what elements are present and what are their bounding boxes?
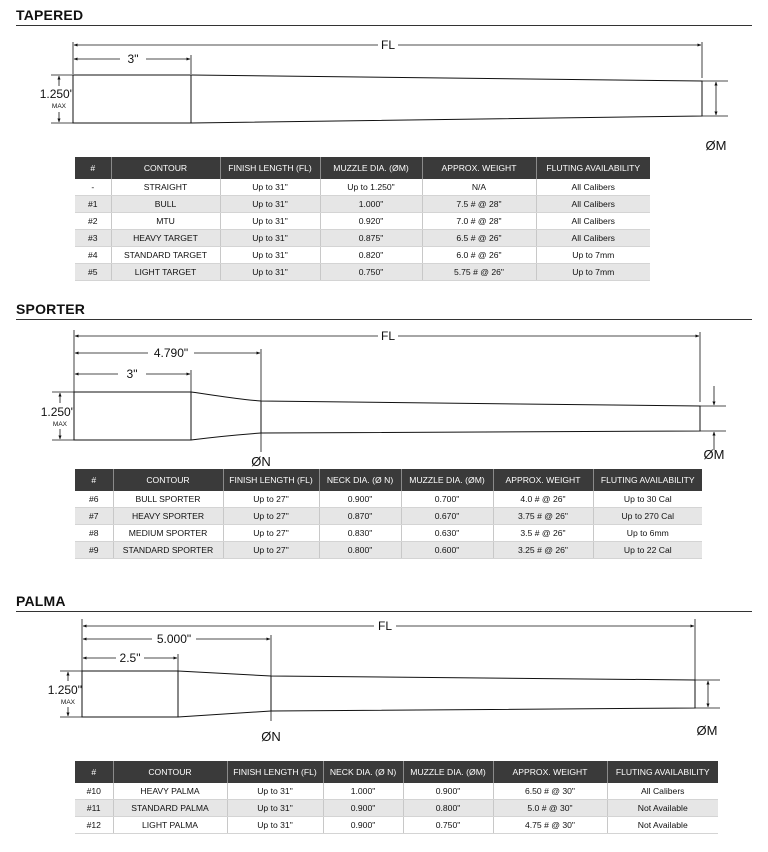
table-row	[75, 817, 718, 834]
cell-fluting: All Calibers	[607, 783, 718, 800]
cell-finish-length: Up to 27"	[223, 491, 319, 508]
col-finish-length: FINISH LENGTH (FL)	[220, 157, 320, 179]
table-row	[75, 783, 718, 800]
cell-muzzle-dia: 0.920"	[320, 213, 422, 230]
cell-contour: STANDARD PALMA	[113, 800, 227, 817]
sporter-header-row	[75, 469, 702, 491]
table-row	[75, 196, 650, 213]
cell-muzzle-dia: 0.820"	[320, 247, 422, 264]
cell-finish-length: Up to 27"	[223, 525, 319, 542]
cell-contour: HEAVY SPORTER	[113, 508, 223, 525]
cell-neck-dia: 0.870"	[319, 508, 401, 525]
cell-fluting: Not Available	[607, 800, 718, 817]
cell-muzzle-dia: 0.750"	[320, 264, 422, 281]
cell-finish-length: Up to 31"	[220, 213, 320, 230]
sporter-spec-table	[75, 469, 702, 559]
cell-approx-weight: 6.0 # @ 26"	[422, 247, 536, 264]
sporter-shank-label: 3"	[126, 367, 138, 381]
cell-contour: MEDIUM SPORTER	[113, 525, 223, 542]
col-neck-dia: NECK DIA. (Ø N)	[323, 761, 403, 783]
tapered-max-label: MAX	[51, 103, 66, 110]
cell-muzzle-dia: 0.800"	[403, 800, 493, 817]
cell-finish-length: Up to 31"	[220, 179, 320, 196]
col-contour: CONTOUR	[113, 761, 227, 783]
table-row	[75, 542, 702, 559]
cell-contour: HEAVY TARGET	[111, 230, 220, 247]
cell-muzzle-dia: 0.900"	[403, 783, 493, 800]
cell-approx-weight: 7.5 # @ 28"	[422, 196, 536, 213]
tapered-shank-label: 3"	[127, 52, 139, 66]
sporter-section-title: SPORTER	[16, 301, 86, 317]
cell-finish-length: Up to 31"	[227, 817, 323, 834]
cell-approx-weight: 4.0 # @ 26"	[493, 491, 593, 508]
cell-number: #2	[75, 213, 111, 230]
cell-contour: HEAVY PALMA	[113, 783, 227, 800]
palma-max-label: MAX	[60, 699, 75, 706]
table-row	[75, 179, 650, 196]
cell-fluting: Up to 270 Cal	[593, 508, 702, 525]
sporter-n-label: ØN	[251, 454, 271, 469]
palma-dia-label: 1.250"	[47, 683, 82, 697]
cell-contour: STANDARD TARGET	[111, 247, 220, 264]
cell-approx-weight: 5.75 # @ 26"	[422, 264, 536, 281]
cell-fluting: Up to 7mm	[536, 264, 650, 281]
tapered-barrel-diagram	[0, 30, 768, 155]
cell-number: #5	[75, 264, 111, 281]
col-neck-dia: NECK DIA. (Ø N)	[319, 469, 401, 491]
col-fluting: FLUTING AVAILABILITY	[536, 157, 650, 179]
cell-finish-length: Up to 31"	[227, 800, 323, 817]
sporter-barrel-diagram	[0, 322, 768, 467]
table-row	[75, 491, 702, 508]
sporter-max-label: MAX	[52, 421, 67, 428]
col-muzzle-dia: MUZZLE DIA. (ØM)	[401, 469, 493, 491]
cell-number: #1	[75, 196, 111, 213]
cell-contour: STRAIGHT	[111, 179, 220, 196]
cell-neck-dia: 0.900"	[319, 491, 401, 508]
cell-number: #4	[75, 247, 111, 264]
table-row	[75, 230, 650, 247]
cell-fluting: All Calibers	[536, 230, 650, 247]
cell-muzzle-dia: 0.875"	[320, 230, 422, 247]
cell-neck-dia: 1.000"	[323, 783, 403, 800]
col-contour: CONTOUR	[111, 157, 220, 179]
cell-finish-length: Up to 31"	[220, 264, 320, 281]
sporter-fl-label: FL	[380, 329, 396, 343]
col-fluting: FLUTING AVAILABILITY	[593, 469, 702, 491]
cell-approx-weight: 6.50 # @ 30"	[493, 783, 607, 800]
tapered-m-label: ØM	[705, 138, 727, 153]
cell-muzzle-dia: 0.670"	[401, 508, 493, 525]
cell-finish-length: Up to 31"	[227, 783, 323, 800]
cell-fluting: Up to 6mm	[593, 525, 702, 542]
cell-approx-weight: N/A	[422, 179, 536, 196]
cell-finish-length: Up to 27"	[223, 508, 319, 525]
cell-number: #9	[75, 542, 113, 559]
col-finish-length: FINISH LENGTH (FL)	[227, 761, 323, 783]
cell-muzzle-dia: 0.630"	[401, 525, 493, 542]
table-row	[75, 264, 650, 281]
tapered-dia-label: 1.250"	[39, 87, 74, 101]
palma-n-label: ØN	[261, 729, 281, 744]
col-muzzle-dia: MUZZLE DIA. (ØM)	[403, 761, 493, 783]
cell-finish-length: Up to 31"	[220, 230, 320, 247]
col-approx-weight: APPROX. WEIGHT	[422, 157, 536, 179]
cell-number: #8	[75, 525, 113, 542]
cell-fluting: All Calibers	[536, 213, 650, 230]
cell-number: #10	[75, 783, 113, 800]
col-approx-weight: APPROX. WEIGHT	[493, 469, 593, 491]
cell-fluting: All Calibers	[536, 196, 650, 213]
cell-contour: STANDARD SPORTER	[113, 542, 223, 559]
cell-neck-dia: 0.900"	[323, 817, 403, 834]
cell-finish-length: Up to 27"	[223, 542, 319, 559]
sporter-neck-length-label: 4.790"	[153, 346, 189, 360]
cell-contour: MTU	[111, 213, 220, 230]
cell-contour: BULL	[111, 196, 220, 213]
palma-section-rule	[16, 611, 752, 612]
tapered-section-rule	[16, 25, 752, 26]
cell-contour: LIGHT PALMA	[113, 817, 227, 834]
table-row	[75, 800, 718, 817]
cell-muzzle-dia: 1.000"	[320, 196, 422, 213]
col-approx-weight: APPROX. WEIGHT	[493, 761, 607, 783]
cell-muzzle-dia: 0.700"	[401, 491, 493, 508]
cell-contour: BULL SPORTER	[113, 491, 223, 508]
palma-m-label: ØM	[696, 723, 718, 738]
col-number: #	[75, 157, 111, 179]
cell-approx-weight: 6.5 # @ 26"	[422, 230, 536, 247]
cell-muzzle-dia: Up to 1.250"	[320, 179, 422, 196]
col-number: #	[75, 761, 113, 783]
cell-number: #7	[75, 508, 113, 525]
palma-neck-length-label: 5.000"	[156, 632, 192, 646]
sporter-m-label: ØM	[703, 447, 725, 462]
cell-approx-weight: 3.25 # @ 26"	[493, 542, 593, 559]
table-row	[75, 247, 650, 264]
table-row	[75, 213, 650, 230]
sporter-section-rule	[16, 319, 752, 320]
palma-fl-label: FL	[377, 619, 393, 633]
col-contour: CONTOUR	[113, 469, 223, 491]
cell-fluting: Up to 7mm	[536, 247, 650, 264]
palma-spec-table	[75, 761, 718, 834]
cell-number: #6	[75, 491, 113, 508]
col-fluting: FLUTING AVAILABILITY	[607, 761, 718, 783]
cell-finish-length: Up to 31"	[220, 196, 320, 213]
cell-fluting: Not Available	[607, 817, 718, 834]
cell-neck-dia: 0.800"	[319, 542, 401, 559]
table-row	[75, 508, 702, 525]
table-row	[75, 525, 702, 542]
cell-muzzle-dia: 0.600"	[401, 542, 493, 559]
col-muzzle-dia: MUZZLE DIA. (ØM)	[320, 157, 422, 179]
cell-finish-length: Up to 31"	[220, 247, 320, 264]
palma-section-title: PALMA	[16, 593, 66, 609]
palma-barrel-diagram	[0, 615, 768, 750]
tapered-header-row	[75, 157, 650, 179]
cell-number: #3	[75, 230, 111, 247]
cell-number: #11	[75, 800, 113, 817]
col-number: #	[75, 469, 113, 491]
cell-approx-weight: 3.5 # @ 26"	[493, 525, 593, 542]
cell-fluting: Up to 30 Cal	[593, 491, 702, 508]
palma-shank-label: 2.5"	[119, 651, 141, 665]
cell-approx-weight: 4.75 # @ 30"	[493, 817, 607, 834]
tapered-spec-table	[75, 157, 650, 281]
cell-muzzle-dia: 0.750"	[403, 817, 493, 834]
cell-neck-dia: 0.830"	[319, 525, 401, 542]
tapered-section-title: TAPERED	[16, 7, 84, 23]
tapered-fl-label: FL	[380, 38, 396, 52]
cell-neck-dia: 0.900"	[323, 800, 403, 817]
col-finish-length: FINISH LENGTH (FL)	[223, 469, 319, 491]
cell-number: -	[75, 179, 111, 196]
palma-header-row	[75, 761, 718, 783]
sporter-dia-label: 1.250"	[40, 405, 75, 419]
cell-contour: LIGHT TARGET	[111, 264, 220, 281]
cell-approx-weight: 5.0 # @ 30"	[493, 800, 607, 817]
cell-fluting: Up to 22 Cal	[593, 542, 702, 559]
cell-fluting: All Calibers	[536, 179, 650, 196]
cell-approx-weight: 3.75 # @ 26"	[493, 508, 593, 525]
cell-approx-weight: 7.0 # @ 28"	[422, 213, 536, 230]
cell-number: #12	[75, 817, 113, 834]
